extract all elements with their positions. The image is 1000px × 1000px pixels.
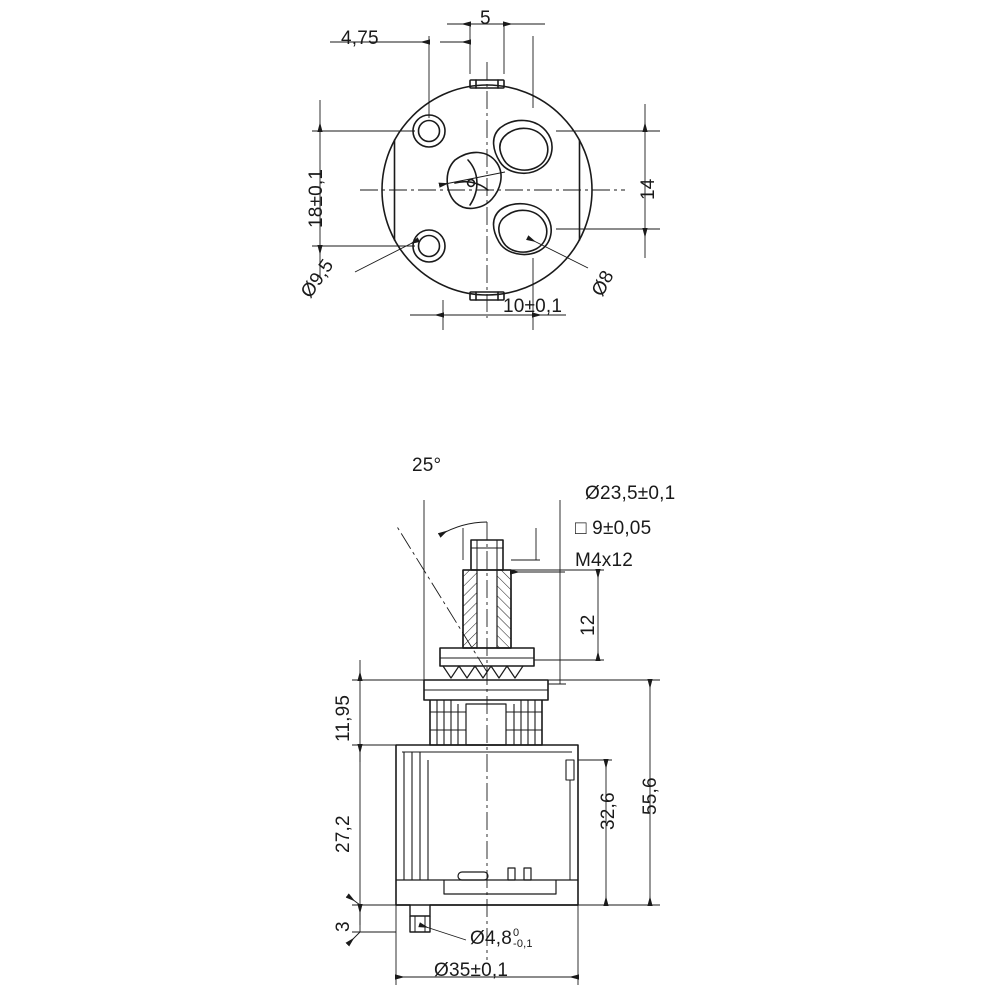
dim-diam-8: Ø8 [588, 267, 619, 300]
dim-3: 3 [333, 921, 354, 932]
dim-55-6: 55,6 [640, 777, 661, 815]
dim-11-95: 11,95 [333, 694, 354, 742]
dim-5: 5 [480, 8, 491, 29]
dim-diam-23-5: Ø23,5±0,1 [585, 483, 676, 504]
dim-diam-4-8-tolerance [513, 928, 533, 950]
tol-upper: 0 [513, 927, 520, 939]
dim-diam-4-8-value: Ø4,8 [470, 928, 512, 950]
square-symbol-icon: □ [575, 518, 587, 539]
dim-diam-4-8 [470, 928, 533, 950]
dim-square-9 [575, 518, 651, 540]
dim-angle-25: 25° [412, 455, 442, 476]
lower-right-port [494, 204, 552, 255]
dim-10: 10±0,1 [503, 296, 563, 317]
dim-27-2: 27,2 [333, 815, 354, 853]
dim-thread-m4x12: M4x12 [575, 550, 634, 571]
dim-12: 12 [578, 614, 599, 636]
dim-14: 14 [638, 178, 659, 200]
bottom-view-centerlines [360, 62, 625, 318]
central-port [447, 152, 501, 208]
cartridge-cap [424, 680, 548, 745]
dim-square-9-value: 9±0,05 [592, 518, 652, 539]
tol-lower: -0,1 [513, 938, 533, 950]
dim-18: 18±0,1 [306, 168, 327, 228]
dim-32-6: 32,6 [598, 792, 619, 830]
dim-4-75: 4,75 [341, 28, 379, 49]
dim-diam-35: Ø35±0,1 [434, 960, 509, 981]
dim-diam-9-5: Ø9,5 [297, 255, 339, 303]
upper-right-port [494, 120, 552, 173]
